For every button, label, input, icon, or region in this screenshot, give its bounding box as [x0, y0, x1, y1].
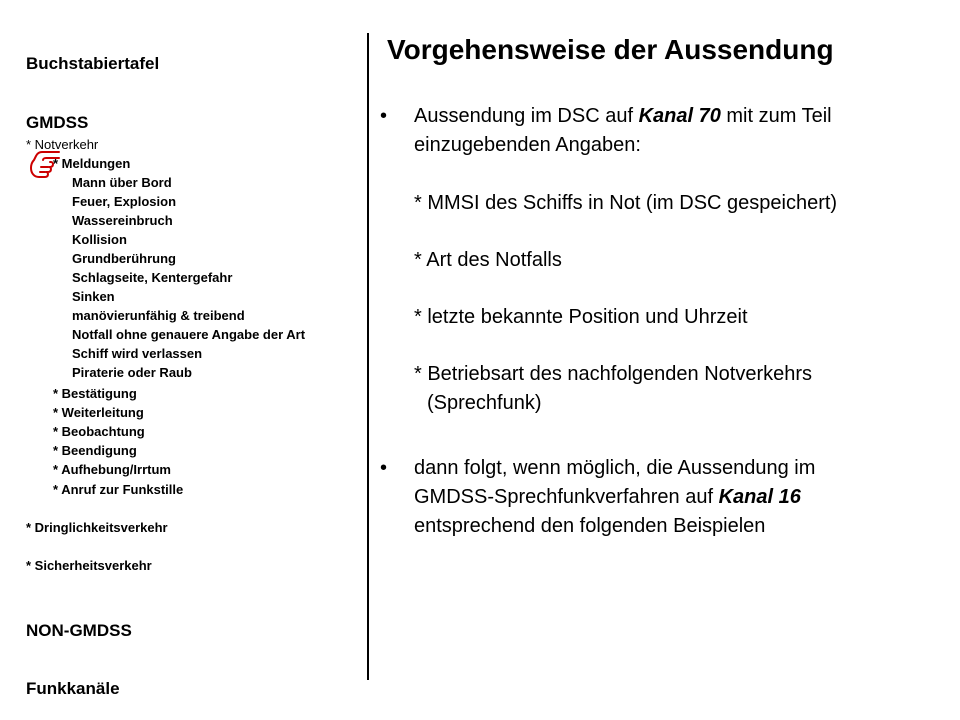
detail-betriebsart: * Betriebsart des nachfolgenden Notverkehrs [414, 363, 813, 385]
meldung-item[interactable]: Schiff wird verlassen [72, 346, 203, 361]
detail-position: * letzte bekannte Position und Uhrzeit [414, 306, 748, 328]
nav-non-gmdss[interactable]: NON-GMDSS [26, 621, 132, 640]
detail-art: * Art des Notfalls [414, 249, 562, 271]
nav-meldungen[interactable]: * Meldungen [53, 156, 131, 171]
nav-dringlichkeitsverkehr[interactable]: * Dringlichkeitsverkehr [26, 520, 168, 535]
kanal-70-emphasis: Kanal 70 [638, 105, 721, 127]
nav-funkkanaele[interactable]: Funkkanäle [26, 679, 120, 698]
meldung-item[interactable]: Mann über Bord [72, 175, 172, 190]
nav-sub-item[interactable]: * Aufhebung/Irrtum [53, 462, 171, 477]
meldung-item[interactable]: Grundberührung [72, 251, 176, 266]
bullet-icon: • [380, 457, 388, 479]
meldung-item[interactable]: Kollision [72, 232, 127, 247]
nav-gmdss[interactable]: GMDSS [26, 113, 89, 132]
meldung-item[interactable]: Notfall ohne genauere Angabe der Art [72, 327, 306, 342]
vertical-divider [367, 33, 369, 680]
nav-sub-item[interactable]: * Anruf zur Funkstille [53, 482, 184, 497]
meldung-item[interactable]: Piraterie oder Raub [72, 365, 192, 380]
bullet1-line2: einzugebenden Angaben: [414, 134, 641, 156]
nav-sub-item[interactable]: * Beobachtung [53, 424, 145, 439]
nav-sub-item[interactable]: * Beendigung [53, 443, 137, 458]
page-title: Vorgehensweise der Aussendung [387, 34, 834, 65]
meldung-item[interactable]: Wassereinbruch [72, 213, 173, 228]
detail-mmsi: * MMSI des Schiffs in Not (im DSC gespeichert) [414, 192, 838, 214]
nav-sicherheitsverkehr[interactable]: * Sicherheitsverkehr [26, 558, 152, 573]
kanal-16-emphasis: Kanal 16 [718, 486, 801, 508]
detail-sprechfunk: (Sprechfunk) [427, 392, 542, 414]
bullet2-line1: dann folgt, wenn möglich, die Aussendung im [414, 457, 816, 479]
nav-sub-item[interactable]: * Bestätigung [53, 386, 137, 401]
text-segment: GMDSS-Sprechfunkverfahren auf [414, 486, 719, 508]
nav-buchstabiertafel[interactable]: Buchstabiertafel [26, 54, 160, 73]
meldung-item[interactable]: Schlagseite, Kentergefahr [72, 270, 233, 285]
bullet1-line1 [414, 105, 832, 128]
nav-sub-item[interactable]: * Weiterleitung [53, 405, 144, 420]
bullet2-line3: entsprechend den folgenden Beispielen [414, 515, 766, 537]
bullet2-line2 [414, 486, 801, 509]
nav-notverkehr-label: * Notverkehr [26, 137, 99, 152]
text-segment: mit zum Teil [720, 105, 832, 127]
text-segment: Aussendung im DSC auf [414, 105, 639, 127]
meldung-item[interactable]: Feuer, Explosion [72, 194, 177, 209]
meldung-item[interactable]: manövierunfähig & treibend [72, 308, 245, 323]
meldung-item[interactable]: Sinken [72, 289, 115, 304]
bullet-icon: • [380, 105, 388, 127]
